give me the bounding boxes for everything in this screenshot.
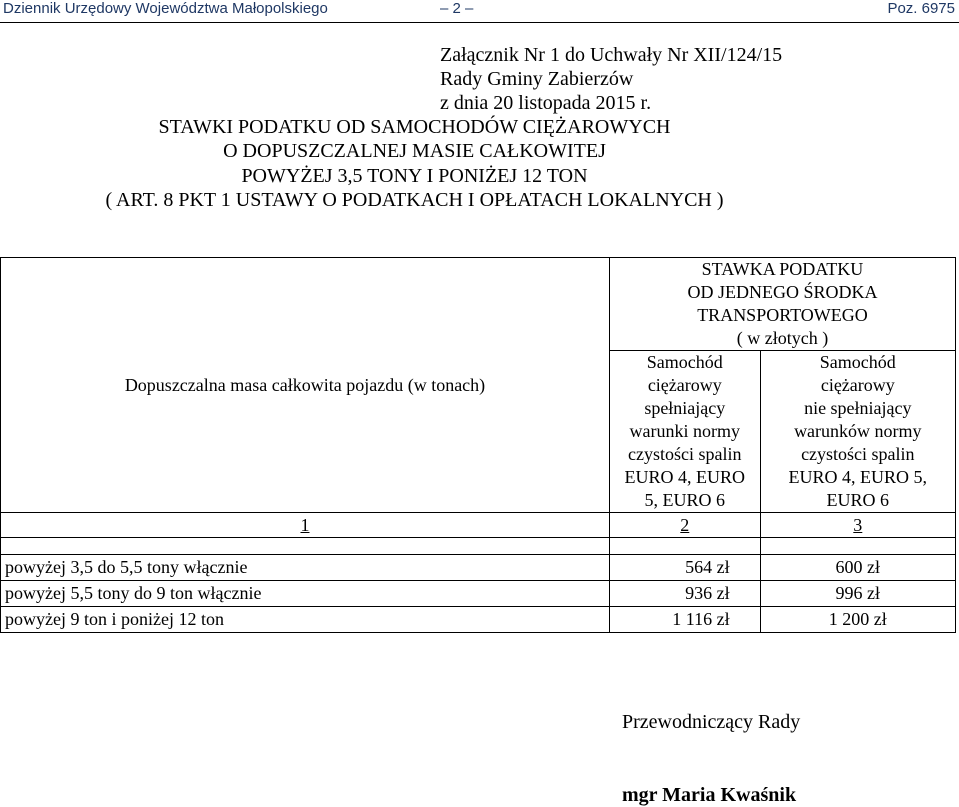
euro-header-line: spełniający (644, 398, 726, 418)
table-row (1, 607, 956, 633)
rate-header (609, 258, 955, 351)
euro-rate: 936 zł (609, 581, 760, 607)
annex-line-1: Załącznik Nr 1 do Uchwały Nr XII/124/15 (440, 44, 783, 66)
rate-header-line: ( w złotych ) (736, 328, 829, 348)
rate-header-line: STAWKA PODATKU (701, 259, 864, 279)
column-number: 3 (760, 513, 955, 538)
title-line-3: POWYŻEJ 3,5 TONY I PONIŻEJ 12 TON (241, 165, 588, 187)
annex-line-2: Rady Gminy Zabierzów (440, 68, 634, 90)
euro-header-line: Samochód (646, 352, 723, 372)
annex-line-3: z dnia 20 listopada 2015 r. (440, 92, 652, 114)
tax-rate-table (0, 257, 956, 633)
non-euro-rate: 600 zł (760, 555, 955, 581)
non-euro-header-line: ciężarowy (820, 375, 895, 395)
euro-rate: 564 zł (609, 555, 760, 581)
non-euro-header-line: czystości spalin (801, 444, 915, 464)
column-number: 2 (609, 513, 760, 538)
non-euro-header-line: Samochód (819, 352, 896, 372)
euro-rate: 1 116 zł (609, 607, 760, 633)
mass-column-header (1, 258, 610, 513)
title-line-2: O DOPUSZCZALNEJ MASIE CAŁKOWITEJ (223, 140, 606, 162)
non-euro-rate: 1 200 zł (760, 607, 955, 633)
column-number: 1 (1, 513, 610, 538)
euro-header-line: czystości spalin (628, 444, 742, 464)
table-row (1, 555, 956, 581)
non-euro-header-line: EURO 4, EURO 5, (788, 467, 928, 487)
non-euro-rate: 996 zł (760, 581, 955, 607)
mass-range: powyżej 5,5 tony do 9 ton włącznie (1, 581, 610, 607)
title-line-4: ( ART. 8 PKT 1 USTAWY O PODATKACH I OPŁATACH LOKALNYCH ) (105, 189, 724, 211)
euro-header-line: 5, EURO 6 (644, 490, 726, 510)
euro-header-line: EURO 4, EURO (624, 467, 746, 487)
euro-header-line: ciężarowy (647, 375, 722, 395)
non-euro-column-header (760, 351, 955, 513)
mass-column-label: Dopuszczalna masa całkowita pojazdu (w tonach) (124, 374, 486, 395)
mass-range: powyżej 9 ton i poniżej 12 ton (1, 607, 610, 633)
table-row (1, 581, 956, 607)
spacer-cell (1, 538, 610, 555)
spacer-cell (760, 538, 955, 555)
non-euro-header-line: warunków normy (794, 421, 922, 441)
spacer-cell (609, 538, 760, 555)
euro-column-header (609, 351, 760, 513)
position-number: Poz. 6975 (887, 0, 955, 17)
journal-title: Dziennik Urzędowy Województwa Małopolskiego (3, 0, 328, 17)
signature-role: Przewodniczący Rady (622, 711, 801, 733)
non-euro-header-line: nie spełniający (804, 398, 912, 418)
page-number: – 2 – (440, 0, 474, 17)
euro-header-line: warunki normy (629, 421, 741, 441)
title-line-1: STAWKI PODATKU OD SAMOCHODÓW CIĘŻAROWYCH (158, 116, 671, 138)
rate-header-line: OD JEDNEGO ŚRODKA (687, 282, 878, 302)
page-header (0, 0, 959, 23)
non-euro-header-line: EURO 6 (826, 490, 890, 510)
signature-name: mgr Maria Kwaśnik (622, 784, 797, 806)
mass-range: powyżej 3,5 do 5,5 tony włącznie (1, 555, 610, 581)
rate-header-line: TRANSPORTOWEGO (697, 305, 868, 325)
